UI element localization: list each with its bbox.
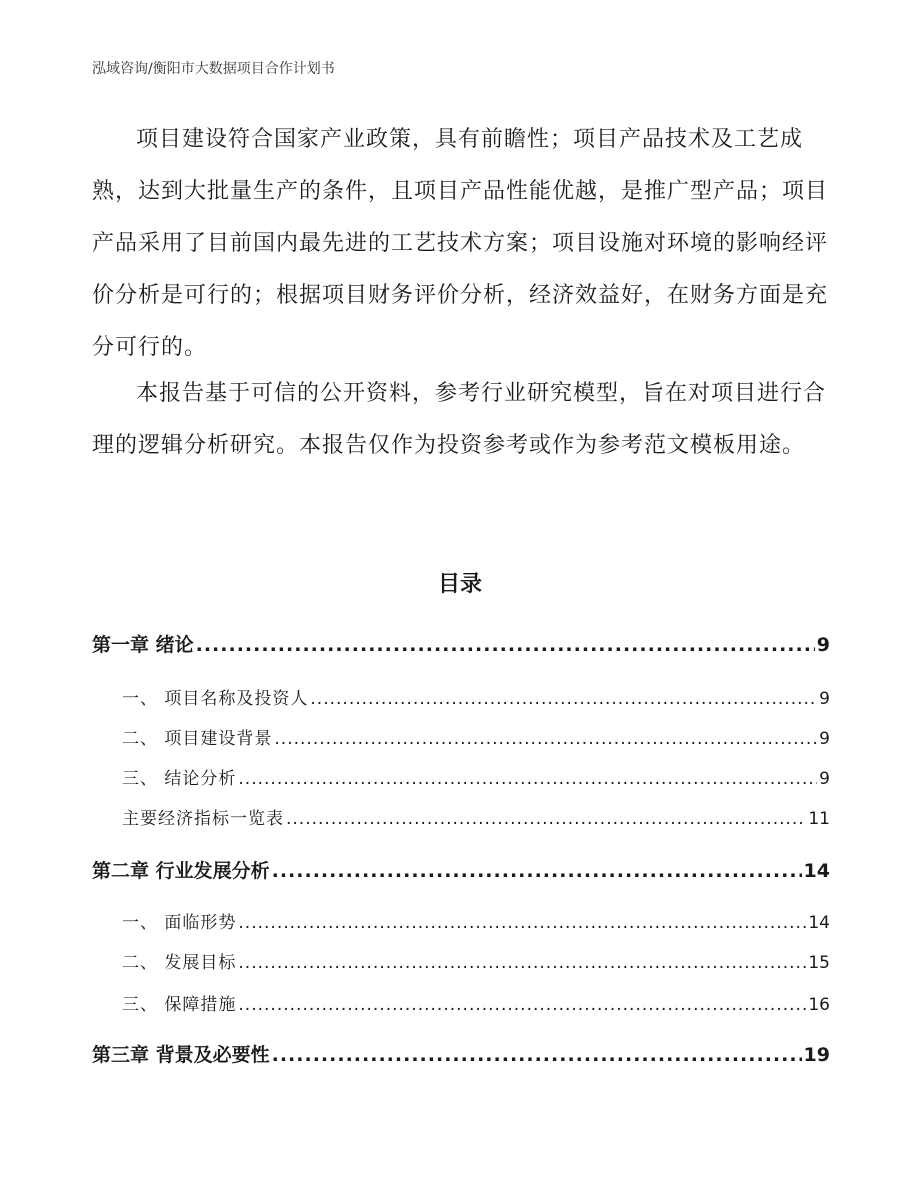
toc-entry[interactable] bbox=[92, 764, 830, 789]
toc-entry-label: 三、 保障措施 bbox=[122, 995, 237, 1015]
toc-entry-label: 第一章 绪论 bbox=[92, 634, 194, 656]
toc-entry-page: 14 bbox=[808, 913, 830, 933]
toc-leader-dots bbox=[196, 634, 815, 656]
toc-leader-dots bbox=[286, 809, 806, 829]
toc-entry[interactable] bbox=[92, 684, 830, 709]
toc-entry[interactable] bbox=[92, 948, 830, 973]
toc-entry-page: 14 bbox=[803, 860, 830, 882]
body-paragraph-1: 项目建设符合国家产业政策，具有前瞻性；项目产品技术及工艺成熟，达到大批量生产的条件，且项目产品性能优越，是推广型产品；项目产品采用了目前国内最先进的工艺技术方案；项目设施对环境的影响经评价分析是可行的；根据项目财务评价分析，经济效益好，在财务方面是充分可行的。 bbox=[92, 127, 829, 360]
toc-entry-page: 9 bbox=[819, 769, 830, 789]
toc-leader-dots bbox=[238, 769, 817, 789]
toc-entry-page: 11 bbox=[808, 809, 830, 829]
toc-title: 目录 bbox=[437, 572, 482, 597]
toc-entry-chapter-3[interactable] bbox=[92, 1040, 830, 1067]
toc-entry-page: 9 bbox=[816, 634, 830, 656]
toc-entry-label: 第二章 行业发展分析 bbox=[92, 860, 270, 882]
toc-entry-label: 主要经济指标一览表 bbox=[122, 809, 284, 829]
toc-entry[interactable] bbox=[92, 908, 830, 933]
toc-entry-label: 一、 项目名称及投资人 bbox=[122, 689, 309, 709]
toc-leader-dots bbox=[272, 860, 802, 882]
toc-entry[interactable] bbox=[92, 724, 830, 749]
toc-leader-dots bbox=[238, 953, 806, 973]
toc-entry-page: 9 bbox=[819, 729, 830, 749]
toc-entry-label: 第三章 背景及必要性 bbox=[92, 1044, 270, 1066]
toc-entry[interactable] bbox=[92, 804, 830, 829]
toc-entry-label: 二、 项目建设背景 bbox=[122, 729, 273, 749]
toc-leader-dots bbox=[238, 995, 806, 1015]
toc-entry-page: 16 bbox=[808, 995, 830, 1015]
toc-entry-label: 三、 结论分析 bbox=[122, 769, 237, 789]
toc-entry[interactable] bbox=[92, 990, 830, 1015]
body-paragraph-2: 本报告基于可信的公开资料，参考行业研究模型，旨在对项目进行合理的逻辑分析研究。本报告仅作为投资参考或作为参考范文模板用途。 bbox=[92, 381, 827, 458]
toc-entry-label: 一、 面临形势 bbox=[122, 913, 237, 933]
toc-leader-dots bbox=[310, 689, 817, 709]
toc-entry-chapter-1[interactable] bbox=[92, 630, 830, 657]
toc-entry-page: 15 bbox=[808, 953, 830, 973]
toc-entry-page: 19 bbox=[803, 1044, 830, 1066]
toc-leader-dots bbox=[274, 729, 817, 749]
toc-leader-dots bbox=[238, 913, 806, 933]
running-header: 泓域咨询/衡阳市大数据项目合作计划书 bbox=[92, 61, 335, 77]
toc-leader-dots bbox=[272, 1044, 802, 1066]
toc-entry-page: 9 bbox=[819, 689, 830, 709]
toc-entry-label: 二、 发展目标 bbox=[122, 953, 237, 973]
toc-entry-chapter-2[interactable] bbox=[92, 856, 830, 883]
